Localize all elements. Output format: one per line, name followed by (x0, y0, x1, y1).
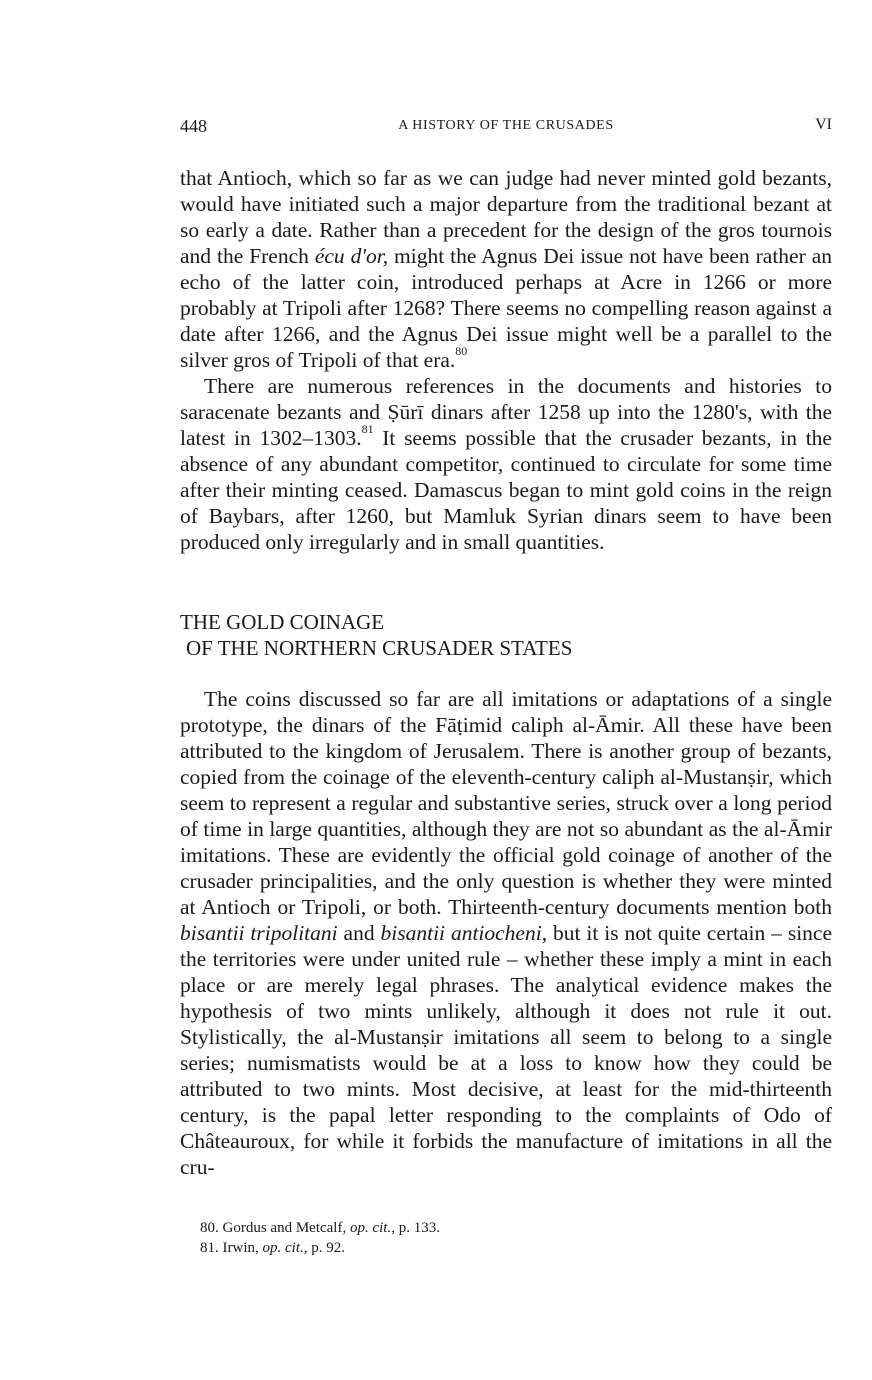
volume-number: VI (815, 116, 832, 133)
footnotes (200, 1218, 820, 1258)
paragraph-text: There are numerous references in the documents and histories to saracenate bezants and Ṣūrī dinars after 1258 up into the 1280's, with the latest in 1302–1303. (180, 374, 832, 450)
paragraph-text: but it is not quite certain – since the territories were under united rule – whether these imply a mint in each place or are merely legal phrases. The analytical evidence makes the hypothesis of two mints unlikely, although it does not rule it out. Stylistically, the al-Mustanṣir imitations all seem to belong to a single series; numismatists would be at a loss to know how they could be attributed to two mints. Most decisive, at least for the mid-thirteenth century, is the papal letter responding to the complaints of Odo of Châteauroux, for while it forbids the manufacture of imitations in all the cru- (180, 921, 833, 1179)
page-number: 448 (180, 116, 207, 136)
footnote-italic: op. cit., (349, 1220, 395, 1236)
footnote-80 (200, 1218, 820, 1238)
footnote-number: 81. (200, 1240, 219, 1256)
body-text-lower (180, 686, 832, 1180)
footnote-text: Gordus and Metcalf, (222, 1220, 350, 1236)
body-text-upper (180, 165, 832, 555)
paragraph-1 (180, 165, 832, 373)
paragraph-text: that Antioch, which so far as we can judge had never minted gold bezants, would have initiated such a major departure from the traditional bezant at so early a date. Rather than a precedent for the design of the gros tournois and the French (180, 166, 832, 268)
footnote-text: Irwin, (222, 1240, 263, 1256)
paragraph-3 (180, 686, 832, 1180)
paragraph-text: The coins discussed so far are all imitations or adaptations of a single prototype, the dinars of the Fāṭimid caliph al-Āmir. All these have been attributed to the kingdom of Jerusalem. There is another group of bezants, copied from the coinage of the eleventh-century caliph al-Mustanṣir, which seem to represent a regular and substantive series, struck over a long period of time in large quantities, although they are not so abundant as the al-Āmir imitations. These are evidently the official gold coinage of another of the crusader principalities, and the only question is whether they were minted at Antioch or Tripoli, or both. Thirteenth-century documents mention both (180, 687, 832, 919)
paragraph-text: It seems possible that the crusader bezants, in the absence of any abundant competitor, continued to circulate for some time after their minting ceased. Damascus began to mint gold coins in the reign of Baybars, after 1260, but Mamluk Syrian dinars seem to have been produced only irregularly and in small quantities. (180, 426, 832, 554)
section-heading (180, 609, 832, 661)
italic-term: écu d'or, (314, 244, 389, 268)
section-heading-line-1: THE GOLD COINAGE (180, 610, 385, 634)
paragraph-2 (180, 373, 832, 555)
footnote-ref-80: 80 (455, 344, 468, 358)
footnote-ref-81: 81 (361, 422, 374, 436)
footnote-text: p. 133. (394, 1220, 440, 1236)
section-heading-line-2: OF THE NORTHERN CRUSADER STATES (186, 636, 573, 660)
running-header (180, 116, 832, 140)
footnote-text: p. 92. (307, 1240, 345, 1256)
footnote-number: 80. (200, 1220, 219, 1236)
paragraph-text: and (337, 921, 381, 945)
footnote-italic: op. cit., (262, 1240, 308, 1256)
footnote-81 (200, 1238, 820, 1258)
running-title: A HISTORY OF THE CRUSADES (398, 118, 614, 133)
italic-term: bisantii tripolitani (180, 921, 338, 945)
paragraph-text: might the Agnus Dei issue not have been rather an echo of the latter coin, introduced perhaps at Acre in 1266 or more probably at Tripoli after 1268? There seems no compelling reason against a date after 1266, and the Agnus Dei issue might well be a parallel to the silver gros of Tripoli of that era. (180, 244, 832, 372)
italic-term: bisantii antiocheni, (380, 921, 548, 945)
